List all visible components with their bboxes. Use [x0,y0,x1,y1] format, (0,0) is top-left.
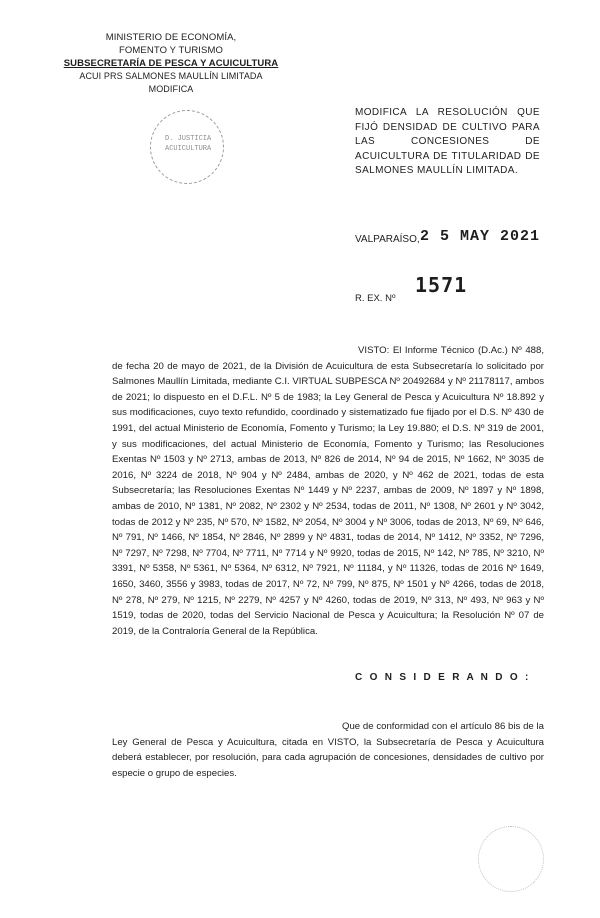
ministry-line-2: FOMENTO Y TURISMO [119,45,223,56]
letterhead [56,31,286,96]
rex-number: 1571 [415,273,468,297]
resolution-subject: MODIFICA LA RESOLUCIÓN QUE FIJÓ DENSIDAD DE CULTIVO PARA LAS CONCESIONES DE ACUICULTURA DE TITULARIDAD DE SALMONES MAULLÍN LIMITADA. [355,107,540,177]
stamp-line-2: ACUICULTURA [165,145,212,153]
file-reference: ACUI PRS SALMONES MAULLÍN LIMITADA MODIFICA [79,71,263,94]
subsecretaria-name: SUBSECRETARÍA DE PESCA Y ACUICULTURA [63,58,279,69]
considerando-paragraph: Que de conformidad con el artículo 86 bis de la Ley General de Pesca y Acuicultura, citada en VISTO, la Subsecretaría de Pesca y Acuicultura deberá establecer, por resolución, para cada agrupación de concesiones, densidades de cultivo por especie o grupo de especies. [112,721,544,779]
visto-paragraph: VISTO: El Informe Técnico (D.Ac.) Nº 488, de fecha 20 de mayo de 2021, de la División de Acuicultura de esta Subsecretaría lo solicitado por Salmones Maullín Limitada, mediante C.I. VIRTUAL SUBPESCA Nº 20492684 y Nº 21178117, ambos de 2021; lo dispuesto en el D.F.L. Nº 5 de 1983; la Ley General de Pesca y Acuicultura Nº 18.892 y sus modificaciones, cuyo texto refundido, coordinado y sistematizado fue fijado por el D.S. Nº 430 de 1991, del actual Ministerio de Economía, Fomento y Turismo; la Ley 19.880; el D.S. Nº 319 de 2001, y sus modificaciones, del actual Ministerio de Economía, Fomento y Turismo; las Resoluciones Exentas Nº 1503 y Nº 2713, ambas de 2013, Nº 826 de 2014, Nº 94 de 2015, Nº 1662, Nº 3035 de 2016, Nº 3224 de 2018, Nº 904 y Nº 2484, ambas de 2020, y Nº 462 de 2021, todas de esta Subsecretaría; las Resoluciones Exentas Nº 1449 y Nº 2237, ambas de 2009, Nº 1897 y Nº 1898, ambas de 2010, Nº 1381, Nº 2082, Nº 2302 y Nº 2534, todas de 2011, Nº 1308, Nº 2601 y Nº 3042, todas de 2012 y Nº 235, Nº 570, Nº 1582, Nº 2054, Nº 3004 y Nº 3006, todas de 2013, Nº 69, Nº 646, Nº 791, Nº 1466, Nº 1854, Nº 2846, Nº 2899 y Nº 4831, todas de 2014, Nº 1412, Nº 3352, Nº 7296, Nº 7297, Nº 7298, Nº 7704, Nº 7711, Nº 7714 y Nº 9920, todas de 2015, Nº 142, Nº 785, Nº 3210, Nº 3391, Nº 5358, Nº 5361, Nº 5364, Nº 6312, Nº 7921, Nº 11184, y Nº 11326, todas de 2016 Nº 1649, 1650, 3460, 3556 y 3983, todas de 2017, Nº 72, Nº 799, Nº 875, Nº 1501 y Nº 4266, todas de 2018, Nº 278, Nº 279, Nº 1215, Nº 2279, Nº 4257 y Nº 4260, todas de 2019, Nº 313, Nº 493, Nº 963 y Nº 1519, todas de 2020, todas del Servicio Nacional de Pesca y Acuicultura; la Resolución Nº 07 de 2019, de la Contraloría General de la República. [112,345,544,637]
seal-stamp [478,826,544,892]
place-label: VALPARAÍSO, [355,234,420,245]
resolution-date: 2 5 MAY 2021 [420,228,541,245]
rex-label: R. EX. Nº [355,293,396,304]
stamp-line-1: D. JUSTICIA [165,135,212,143]
reception-stamp [150,110,224,184]
ministry-line-1: MINISTERIO DE ECONOMÍA, [105,32,237,43]
considerando-heading: C O N S I D E R A N D O : [355,672,531,683]
